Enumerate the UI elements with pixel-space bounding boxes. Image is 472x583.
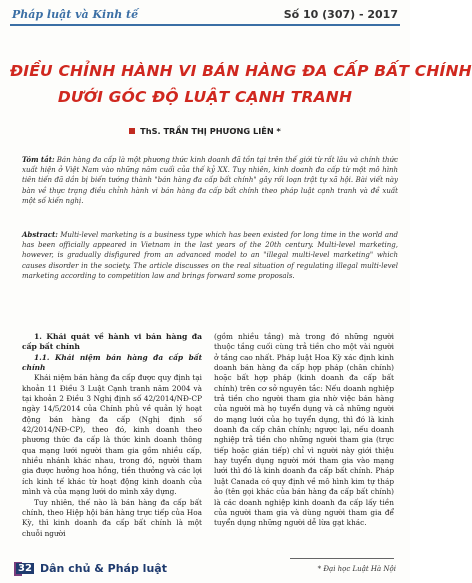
- abstract-vietnamese: [22, 155, 398, 206]
- article-title-line-1: ĐIỀU CHỈNH HÀNH VI BÁN HÀNG ĐA CẤP BẤT CHÍNH: [10, 62, 472, 80]
- body-paragraph: Khái niệm bán hàng đa cấp được quy định tại khoản 11 Điều 3 Luật Cạnh tranh năm 2004 và tại khoản 2 Điều 3 Nghị định số 42/2014/NĐ-CP ngày 14/5/2014 của Chính phủ về quản lý hoạt động bán hàng đa cấp (Nghị định số 42/2014/NĐ-CP), theo đó, kinh doanh theo phương thức đa cấp là thức kinh doanh thông qua mạng lưới người tham gia gồm nhiều cấp, nhiều nhánh khác nhau, trong đó, người tham gia được hưởng hoa hồng, tiền thưởng và các lợi ích kinh tế khác từ hoạt động kinh doanh của mình và của mạng lưới do mình xây dựng.: [22, 373, 202, 497]
- section-heading: 1. Khái quát về hành vi bán hàng đa cấp bất chính: [22, 332, 202, 352]
- abstract-english: [22, 230, 398, 281]
- header-rule: [10, 24, 400, 26]
- footnote-rule: [290, 558, 394, 559]
- page-header: [10, 6, 400, 26]
- abstract-vi-text: Bán hàng đa cấp là một phương thức kinh doanh đã tồn tại trên thế giới từ rất lâu và chính thức xuất hiện ở Việt Nam vào những năm cuối của thế kỷ XX. Tuy nhiên, kinh doanh đa cấp từ một mô hình tiên tiến đã dần bị biến tướng thành "bán hàng đa cấp bất chính" gây rối loạn trật tự xã hội. Bài viết này bàn về thực trạng điều chỉnh hành vi bán hàng đa cấp bất chính theo pháp luật cạnh tranh và đề xuất một số kiến nghị.: [22, 156, 398, 205]
- body-column-right: [214, 332, 394, 529]
- abstract-vi-label: Tóm tắt:: [22, 155, 55, 164]
- body-paragraph: (gồm nhiều tầng) mà trong đó những người thuộc tầng cuối cùng trả tiền cho một vài người ở tầng cao nhất. Pháp luật Hoa Kỳ xác định kinh doanh bán hàng đa cấp hợp pháp (chân chính) hoặc bất hợp pháp (kinh doanh đa cấp bất chính) trên cơ sở nguyên tắc: Nếu doanh nghiệp trả tiền cho người tham gia nhờ việc bán hàng của người mà họ tuyển dụng và cả những người do mạng lưới của họ tuyển dụng, thì đó là kinh doanh đa cấp chân chính; ngược lại, nếu doanh nghiệp trả tiền cho những người tham gia (trực tiếp hoặc gián tiếp) chỉ vì người này giới thiệu hay tuyển dụng người mới tham gia vào mạng lưới thì đó là kinh doanh đa cấp bất chính. Pháp luật Canada có quy định về mô hình kim tự tháp ảo (tên gọi khác của bán hàng đa cấp bất chính) là các doanh nghiệp kinh doanh đa cấp lấy tiền của người tham gia và dùng người tham gia để tuyển dụng những người dễ lừa gạt khác.: [214, 332, 394, 528]
- page-number: 32: [18, 563, 32, 574]
- magazine-name: Dân chủ & Pháp luật: [40, 562, 167, 575]
- abstract-en-text: Multi-level marketing is a business type which has been existed for long time in the world and has been officially appeared in Vietnam in the last years of the 20th century. Multi-level marketing, however, is gradually disfigured from an advanced model to an "illegal multi-level marketing" which causes disorder in the society. The article discusses on the real situation of regulating illegal multi-level marketing according to competition law and brings forward some proposals.: [22, 231, 398, 280]
- article-title-line-2: DƯỚI GÓC ĐỘ LUẬT CẠNH TRANH: [57, 88, 353, 106]
- issue-number: Số 10 (307) - 2017: [283, 8, 398, 21]
- section-name: Pháp luật và Kinh tế: [12, 8, 139, 21]
- author-line: [10, 126, 400, 136]
- square-bullet-icon: [129, 128, 135, 134]
- body-column-left: [22, 332, 202, 539]
- author-affiliation: * Đại học Luật Hà Nội: [317, 565, 396, 573]
- body-paragraph: Tuy nhiên, thế nào là bán hàng đa cấp bất chính, theo Hiệp hội bán hàng trực tiếp của Hoa Kỳ, thì kinh doanh đa cấp bất chính là một chuỗi người: [22, 497, 202, 538]
- subsection-heading: 1.1. Khái niệm bán hàng đa cấp bất chính: [22, 352, 202, 373]
- author-name: ThS. TRẦN THỊ PHƯƠNG LIÊN *: [140, 126, 281, 136]
- abstract-en-label: Abstract:: [22, 230, 58, 239]
